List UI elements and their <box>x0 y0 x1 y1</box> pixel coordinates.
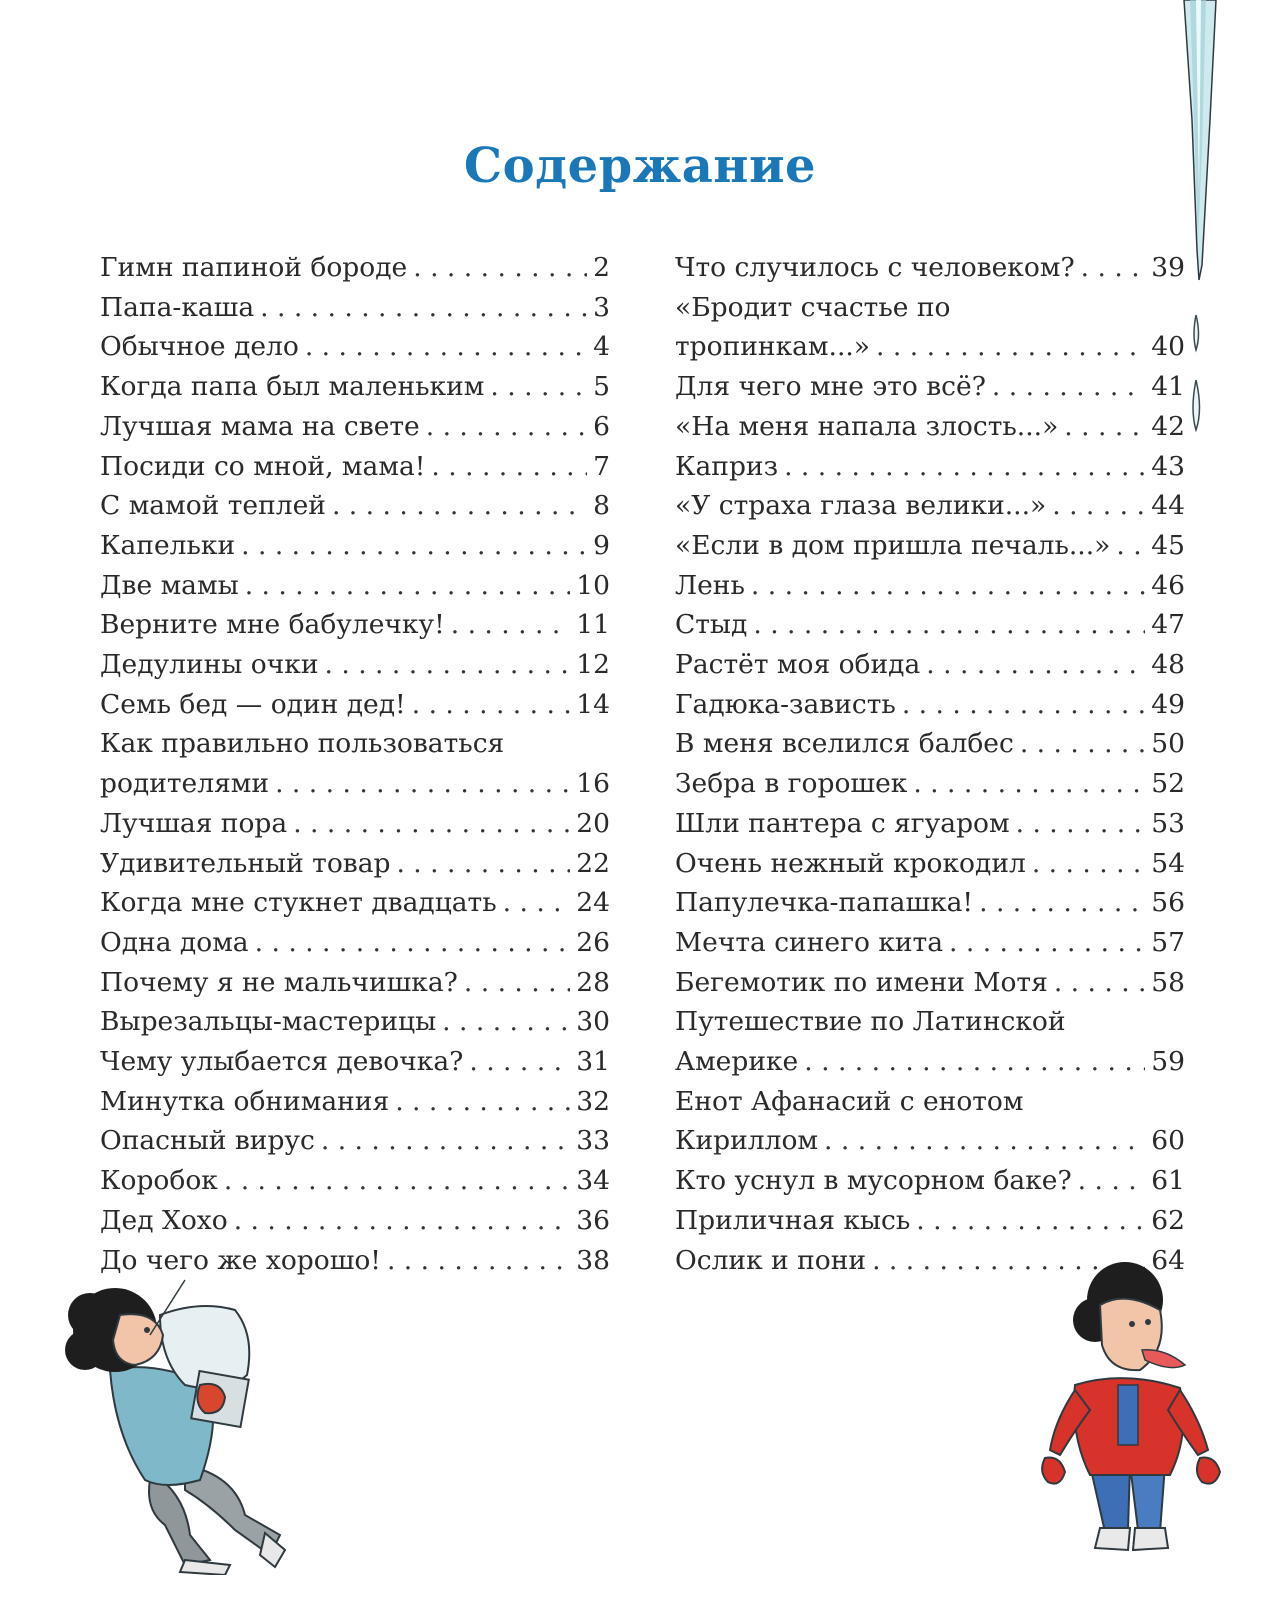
toc-entry[interactable] <box>100 844 610 884</box>
toc-entry-title: «У страха глаза велики...» <box>675 490 1047 522</box>
toc-entry-title: Зебра в горошек <box>675 768 908 800</box>
toc-entry-page-number: 22 <box>576 847 610 879</box>
toc-entry-page-number: 28 <box>576 966 610 998</box>
toc-entry-title: Шли пантера с ягуаром <box>675 807 1010 839</box>
boy-carrying-ice-illustration <box>35 1275 290 1575</box>
dot-leader <box>992 367 1145 407</box>
dot-leader <box>431 447 587 487</box>
dot-leader <box>275 764 570 804</box>
toc-entry-title: Чему улыбается девочка? <box>100 1046 464 1078</box>
dot-leader <box>426 407 587 447</box>
toc-entry[interactable] <box>675 724 1185 764</box>
toc-entry[interactable] <box>100 1002 610 1042</box>
dot-leader <box>1032 844 1145 884</box>
toc-entry-title: Для чего мне это всё? <box>675 371 986 403</box>
boy-licking-icicle-illustration <box>1030 1260 1230 1560</box>
toc-entry[interactable] <box>675 447 1185 487</box>
toc-entry[interactable] <box>675 367 1185 407</box>
toc-entry-title: Гадюка-зависть <box>675 688 896 720</box>
toc-entry-page-number: 54 <box>1151 847 1185 879</box>
toc-entry-page-number: 39 <box>1151 252 1185 283</box>
toc-entry[interactable] <box>100 1121 610 1161</box>
toc-entry-title: Минутка обнимания <box>100 1085 390 1117</box>
dot-leader <box>876 327 1145 367</box>
toc-entry-page-number: 60 <box>1151 1125 1185 1157</box>
toc-entry-page-number: 8 <box>593 490 610 522</box>
dot-leader <box>926 645 1145 685</box>
toc-entry-title: Лень <box>675 569 745 601</box>
toc-entry-page-number: 59 <box>1151 1046 1185 1078</box>
toc-entry-title: До чего же хорошо! <box>100 1244 381 1276</box>
toc-entry-page-number: 48 <box>1151 649 1185 681</box>
dot-leader <box>503 883 571 923</box>
toc-entry-page-number: 50 <box>1151 728 1185 760</box>
dot-leader <box>413 248 587 288</box>
dot-leader <box>949 923 1145 963</box>
toc-entry-title: Америке <box>675 1046 799 1078</box>
toc-entry-page-number: 14 <box>576 688 610 720</box>
toc-entry-page-number: 12 <box>576 649 610 681</box>
toc-entry-title: Стыд <box>675 609 748 641</box>
toc-entry-title: Приличная кысь <box>675 1204 911 1236</box>
toc-entry-title: Растёт моя обида <box>675 649 921 681</box>
toc-entry-title: Опасный вирус <box>100 1125 315 1157</box>
toc-entry-title: Одна дома <box>100 926 249 958</box>
toc-entry[interactable] <box>100 566 610 606</box>
toc-entry-title: Бегемотик по имени Мотя <box>675 966 1048 998</box>
dot-leader <box>293 804 570 844</box>
dot-leader <box>469 1042 570 1082</box>
toc-entry[interactable] <box>675 566 1185 606</box>
toc-column-right <box>675 248 1185 1280</box>
toc-entry[interactable] <box>100 605 610 645</box>
toc-entry-page-number: 57 <box>1151 926 1185 958</box>
toc-entry[interactable] <box>100 804 610 844</box>
dot-leader <box>260 288 587 328</box>
toc-entry-title: Вырезальцы-мастерицы <box>100 1006 437 1038</box>
toc-entry-title: Мечта синего кита <box>675 926 944 958</box>
dot-leader <box>751 566 1145 606</box>
toc-entry-title: С мамой теплей <box>100 490 326 522</box>
dot-leader <box>396 844 570 884</box>
toc-entry[interactable] <box>100 248 610 288</box>
dot-leader <box>224 1161 570 1201</box>
toc-entry-page-number: 24 <box>576 887 610 919</box>
toc-entry[interactable] <box>100 1082 610 1122</box>
toc-entry-page-number: 58 <box>1151 966 1185 998</box>
toc-entry[interactable] <box>675 685 1185 725</box>
toc-entry-title: Каприз <box>675 450 779 482</box>
toc-entry[interactable] <box>100 685 610 725</box>
toc-entry-title: Когда мне стукнет двадцать <box>100 887 497 919</box>
dot-leader <box>305 327 587 367</box>
toc-entry[interactable] <box>675 1161 1185 1201</box>
toc-entry-title-line: Енот Афанасий с енотом <box>675 1085 1024 1117</box>
toc-entry-page-number: 38 <box>576 1244 610 1276</box>
toc-entry-title: Две мамы <box>100 569 239 601</box>
toc-entry-page-number: 53 <box>1151 807 1185 839</box>
toc-entry[interactable] <box>100 447 610 487</box>
toc-entry-page-number: 64 <box>1151 1244 1185 1276</box>
dot-leader <box>442 1002 570 1042</box>
toc-entry-title: Удивительный товар <box>100 847 391 879</box>
toc-entry[interactable] <box>675 605 1185 645</box>
toc-entry[interactable] <box>675 1201 1185 1241</box>
dot-leader <box>464 963 570 1003</box>
toc-entry[interactable] <box>100 724 610 803</box>
toc-entry[interactable] <box>100 486 610 526</box>
toc-entry-page-number: 4 <box>593 331 610 363</box>
toc-entry-page-number: 31 <box>576 1046 610 1078</box>
toc-entry[interactable] <box>675 248 1185 288</box>
toc-entry[interactable] <box>100 327 610 367</box>
toc-entry-page-number: 26 <box>576 926 610 958</box>
toc-entry-page-number: 2 <box>593 252 610 283</box>
dot-leader <box>1016 804 1146 844</box>
toc-entry-page-number: 32 <box>576 1085 610 1117</box>
toc-entry-page-number: 43 <box>1151 450 1185 482</box>
toc-entry-page-number: 9 <box>593 529 610 561</box>
toc-entry-title: тропинкам...» <box>675 331 871 363</box>
toc-entry-title-line: «Бродит счастье по <box>675 291 951 323</box>
dot-leader <box>387 1241 570 1281</box>
toc-entry-title: Семь бед — один дед! <box>100 688 406 720</box>
toc-entry[interactable] <box>675 883 1185 923</box>
toc-entry-page-number: 52 <box>1151 768 1185 800</box>
toc-entry-title: Папа-каша <box>100 291 255 323</box>
dot-leader <box>245 566 571 606</box>
dot-leader <box>255 923 571 963</box>
toc-entry[interactable] <box>100 963 610 1003</box>
dot-leader <box>1064 407 1145 447</box>
dot-leader <box>916 1201 1145 1241</box>
toc-entry-page-number: 34 <box>576 1165 610 1197</box>
toc-entry-title: «На меня напала злость...» <box>675 410 1059 442</box>
toc-entry[interactable] <box>100 923 610 963</box>
dot-leader <box>1081 248 1146 288</box>
toc-entry-title: Очень нежный крокодил <box>675 847 1026 879</box>
toc-entry-page-number: 42 <box>1151 410 1185 442</box>
toc-entry-title: Кто уснул в мусорном баке? <box>675 1165 1072 1197</box>
toc-entry-page-number: 62 <box>1151 1204 1185 1236</box>
toc-entry[interactable] <box>675 288 1185 367</box>
toc-entry[interactable] <box>675 963 1185 1003</box>
toc-entry-page-number: 11 <box>576 609 610 641</box>
toc-entry-page-number: 20 <box>576 807 610 839</box>
toc-entry[interactable] <box>675 844 1185 884</box>
toc-entry-title: «Если в дом пришла печаль...» <box>675 529 1111 561</box>
toc-entry-title: В меня вселился балбес <box>675 728 1014 760</box>
toc-entry-page-number: 44 <box>1151 490 1185 522</box>
dot-leader <box>395 1082 570 1122</box>
toc-entry[interactable] <box>675 764 1185 804</box>
toc-entry-title: Лучшая мама на свете <box>100 410 420 442</box>
toc-entry-title: Гимн папиной бороде <box>100 252 408 283</box>
toc-entry[interactable] <box>100 526 610 566</box>
dot-leader <box>824 1121 1145 1161</box>
toc-entry-page-number: 56 <box>1151 887 1185 919</box>
page-title: Содержание <box>463 138 817 194</box>
toc-entry[interactable] <box>100 883 610 923</box>
toc-entry[interactable] <box>675 645 1185 685</box>
dot-leader <box>1078 1161 1146 1201</box>
toc-entry-page-number: 41 <box>1151 371 1185 403</box>
toc-entry[interactable] <box>675 407 1185 447</box>
toc-entry[interactable] <box>100 407 610 447</box>
dot-leader <box>1116 526 1145 566</box>
toc-entry-page-number: 40 <box>1151 331 1185 363</box>
toc-entry-title: Лучшая пора <box>100 807 288 839</box>
toc-entry-title: Верните мне бабулечку! <box>100 609 445 641</box>
toc-entry-page-number: 16 <box>576 768 610 800</box>
icicle-illustration <box>1180 0 1240 460</box>
toc-entry-title: Когда папа был маленьким <box>100 371 485 403</box>
toc-entry-title: Посиди со мной, мама! <box>100 450 426 482</box>
toc-entry[interactable] <box>100 367 610 407</box>
toc-entry[interactable] <box>100 645 610 685</box>
toc-entry-title: родителями <box>100 768 270 800</box>
toc-entry[interactable] <box>675 526 1185 566</box>
dot-leader <box>979 883 1145 923</box>
dot-leader <box>451 605 571 645</box>
toc-entry-title-line: Как правильно пользоваться <box>100 728 505 760</box>
dot-leader <box>321 1121 570 1161</box>
toc-entry-page-number: 33 <box>576 1125 610 1157</box>
toc-entry[interactable] <box>675 1002 1185 1081</box>
toc-entry-page-number: 49 <box>1151 688 1185 720</box>
toc-entry-title: Почему я не мальчишка? <box>100 966 458 998</box>
toc-entry-page-number: 30 <box>576 1006 610 1038</box>
toc-entry-page-number: 45 <box>1151 529 1185 561</box>
toc-entry-page-number: 6 <box>593 410 610 442</box>
toc-entry[interactable] <box>100 1201 610 1241</box>
toc-entry-page-number: 47 <box>1151 609 1185 641</box>
toc-entry-page-number: 46 <box>1151 569 1185 601</box>
toc-entry-page-number: 5 <box>593 371 610 403</box>
dot-leader <box>753 605 1145 645</box>
toc-entry-title: Кириллом <box>675 1125 819 1157</box>
toc-entry-page-number: 3 <box>593 291 610 323</box>
toc-entry[interactable] <box>100 1042 610 1082</box>
toc-entry[interactable] <box>675 804 1185 844</box>
toc-entry-page-number: 10 <box>576 569 610 601</box>
toc-entry[interactable] <box>675 923 1185 963</box>
toc-entry-title: Дед Хохо <box>100 1204 228 1236</box>
dot-leader <box>241 526 587 566</box>
toc-entry-title: Папулечка-папашка! <box>675 887 974 919</box>
dot-leader <box>332 486 587 526</box>
toc-entry-page-number: 36 <box>576 1204 610 1236</box>
toc-entry-title: Капельки <box>100 529 236 561</box>
dot-leader <box>1054 963 1145 1003</box>
dot-leader <box>902 685 1145 725</box>
toc-column-left <box>100 248 610 1280</box>
toc-entry-title: Обычное дело <box>100 331 299 363</box>
dot-leader <box>913 764 1145 804</box>
toc-entry[interactable] <box>100 288 610 328</box>
dot-leader <box>490 367 587 407</box>
dot-leader <box>234 1201 571 1241</box>
toc-entry-title: Дедулины очки <box>100 649 319 681</box>
toc-entry-title: Коробок <box>100 1165 218 1197</box>
toc-entry[interactable] <box>675 1082 1185 1161</box>
toc-entry-title: Ослик и пони <box>675 1244 867 1276</box>
dot-leader <box>412 685 571 725</box>
toc-entry-page-number: 61 <box>1151 1165 1185 1197</box>
dot-leader <box>325 645 571 685</box>
dot-leader <box>1052 486 1145 526</box>
toc-entry-title-line: Путешествие по Латинской <box>675 1006 1066 1038</box>
toc-entry-page-number: 7 <box>593 450 610 482</box>
dot-leader <box>804 1042 1145 1082</box>
toc-entry-title: Что случилось с человеком? <box>675 252 1075 283</box>
dot-leader <box>1020 724 1145 764</box>
toc-entry[interactable] <box>100 1161 610 1201</box>
dot-leader <box>784 447 1145 487</box>
toc-entry[interactable] <box>675 486 1185 526</box>
